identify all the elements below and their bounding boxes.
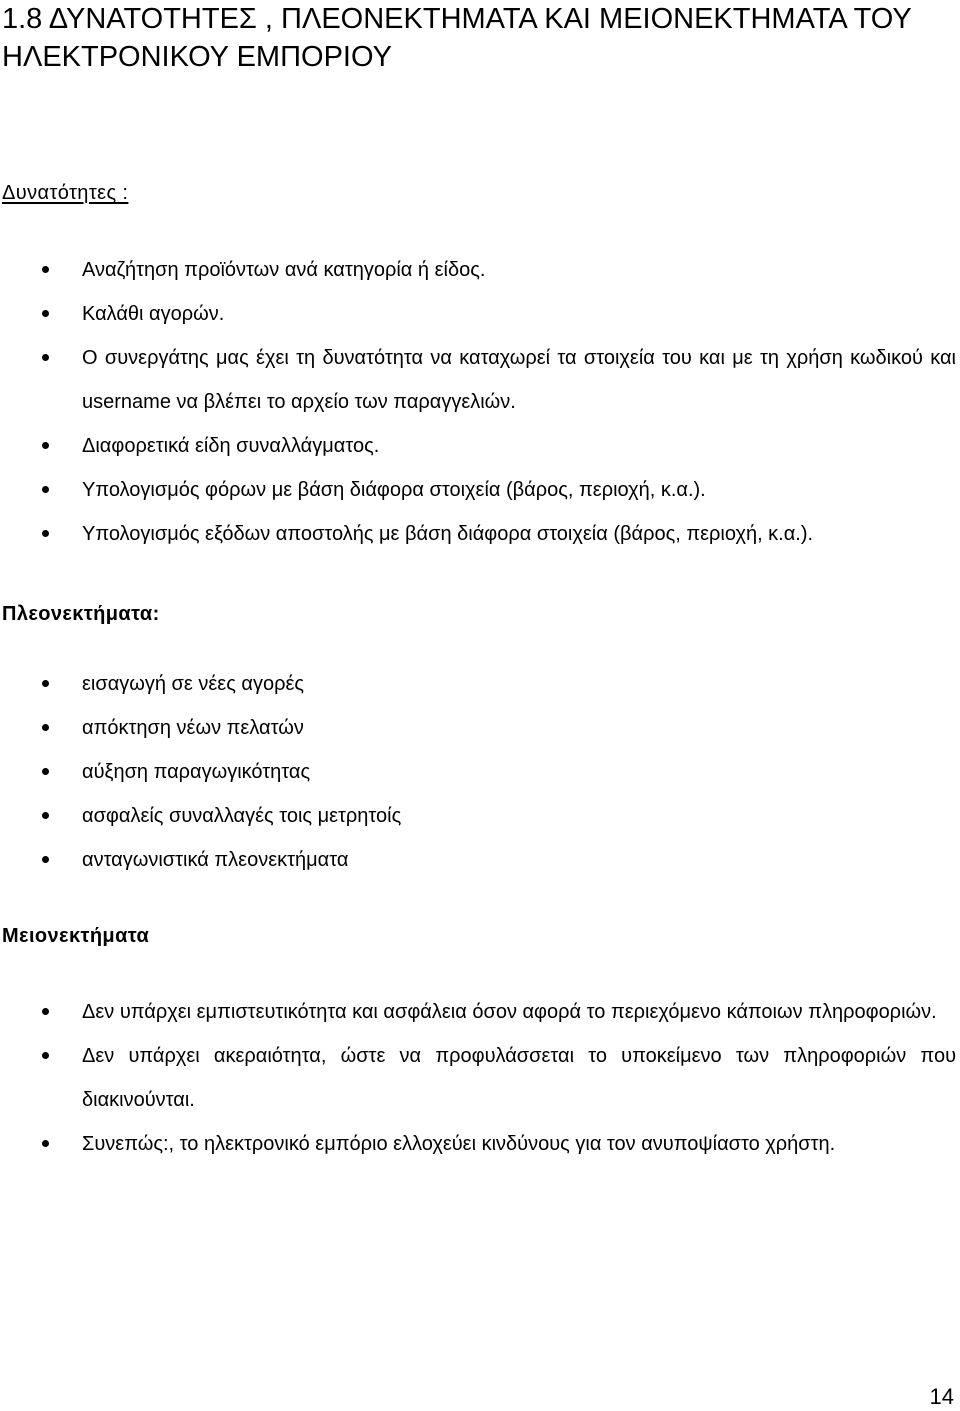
list-item: Δεν υπάρχει εμπιστευτικότητα και ασφάλεια όσον αφορά το περιεχόμενο κάποιων πληροφοριών. [0, 990, 960, 1034]
list-item: Δεν υπάρχει ακεραιότητα, ώστε να προφυλάσσεται το υποκείμενο των πληροφοριών που διακινούνται. [0, 1034, 960, 1122]
list-item: Ο συνεργάτης μας έχει τη δυνατότητα να καταχωρεί τα στοιχεία του και με τη χρήση κωδικού και username να βλέπει το αρχείο των παραγγελιών. [0, 336, 960, 424]
disadvantages-heading: Μειονεκτήματα [2, 925, 150, 947]
list-item: απόκτηση νέων πελατών [0, 706, 960, 750]
section-title: 1.8 ΔΥΝΑΤΟΤΗΤΕΣ , ΠΛΕΟΝΕΚΤΗΜΑΤΑ ΚΑΙ ΜΕΙΟΝΕΚΤΗΜΑΤΑ ΤΟΥ ΗΛΕΚΤΡΟΝΙΚΟΥ ΕΜΠΟΡΙΟΥ [2, 3, 912, 73]
list-item: ασφαλείς συναλλαγές τοις μετρητοίς [0, 794, 960, 838]
list-item: εισαγωγή σε νέες αγορές [0, 662, 960, 706]
list-item: Υπολογισμός εξόδων αποστολής με βάση διάφορα στοιχεία (βάρος, περιοχή, κ.α.). [0, 512, 960, 556]
disadvantages-list [0, 990, 960, 1166]
list-item: Συνεπώς:, το ηλεκτρονικό εμπόριο ελλοχεύει κινδύνους για τον ανυποψίαστο χρήστη. [0, 1122, 960, 1166]
capabilities-heading: Δυνατότητες : [2, 182, 129, 204]
advantages-heading: Πλεονεκτήματα: [2, 603, 160, 625]
list-item: αύξηση παραγωγικότητας [0, 750, 960, 794]
page-number: 14 [929, 1384, 954, 1409]
capabilities-list [0, 248, 960, 556]
list-item: Υπολογισμός φόρων με βάση διάφορα στοιχεία (βάρος, περιοχή, κ.α.). [0, 468, 960, 512]
list-item: Αναζήτηση προϊόντων ανά κατηγορία ή είδος. [0, 248, 960, 292]
list-item: Καλάθι αγορών. [0, 292, 960, 336]
list-item: Διαφορετικά είδη συναλλάγματος. [0, 424, 960, 468]
list-item: ανταγωνιστικά πλεονεκτήματα [0, 838, 960, 882]
advantages-list [0, 662, 960, 882]
